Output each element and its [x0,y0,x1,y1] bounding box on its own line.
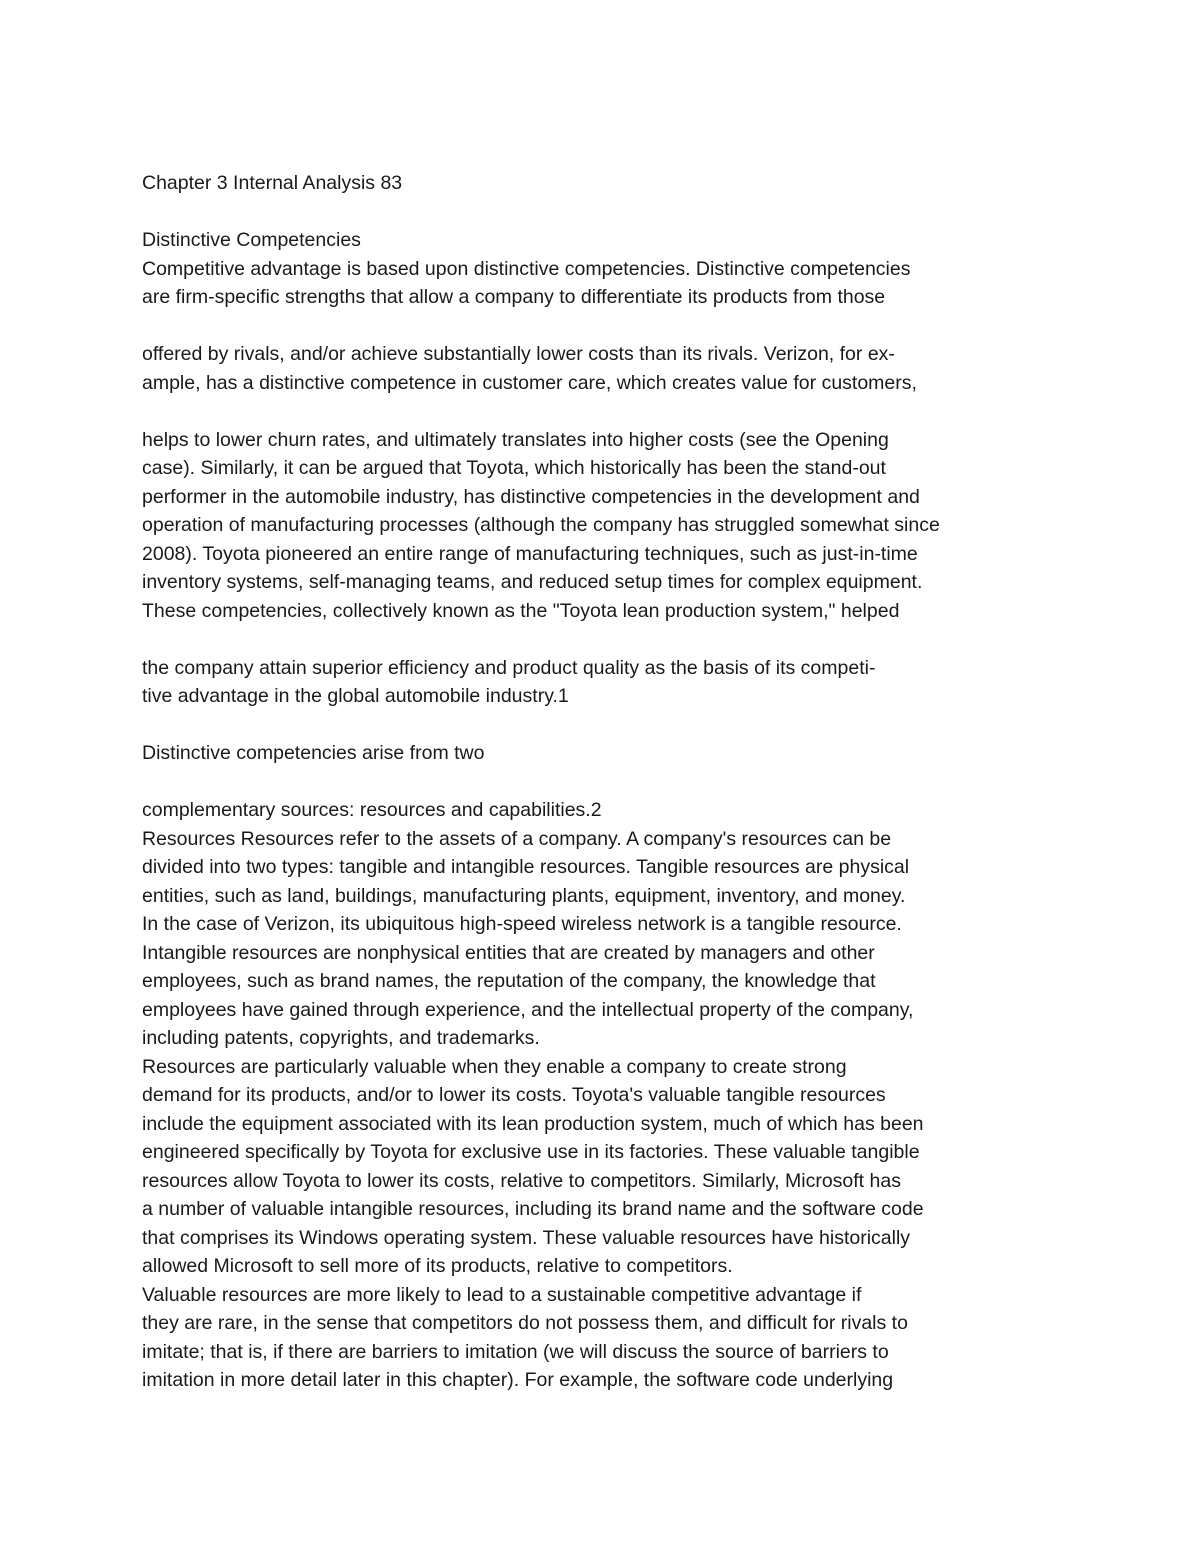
text-line: entities, such as land, buildings, manufacturing plants, equipment, inventory, and money. [142,884,906,907]
text-line: case). Similarly, it can be argued that Toyota, which historically has been the stand-out [142,457,886,479]
text-line: helps to lower churn rates, and ultimately translates into higher costs (see the Opening [142,428,889,451]
text-line: In the case of Verizon, its ubiquitous high-speed wireless network is a tangible resource. [142,913,902,935]
text-line: Intangible resources are nonphysical entities that are created by managers and other [142,941,875,964]
text-line: complementary sources: resources and capabilities.2 [142,799,602,821]
text-line: Distinctive competencies arise from two [142,742,485,764]
text-line: 2008). Toyota pioneered an entire range of manufacturing techniques, such as just-in-time [142,542,918,565]
text-line: that comprises its Windows operating system. These valuable resources have historically [142,1226,911,1249]
blank-line [142,625,1042,654]
blank-line [142,768,1042,797]
text-line: ample, has a distinctive competence in customer care, which creates value for customers, [142,371,917,394]
text-line: the company attain superior efficiency and product quality as the basis of its competi- [142,656,876,679]
chapter-header: Chapter 3 Internal Analysis 83 [142,172,403,194]
text-line: including patents, copyrights, and trademarks. [142,1027,540,1049]
text-line: resources allow Toyota to lower its costs, relative to competitors. Similarly, Microsoft has [142,1169,901,1192]
text-line: employees, such as brand names, the reputation of the company, the knowledge that [142,970,876,992]
text-line: employees have gained through experience, and the intellectual property of the company, [142,998,914,1021]
blank-line [142,198,1042,227]
blank-line [142,312,1042,341]
document-body [142,169,1042,1395]
text-line: demand for its products, and/or to lower its costs. Toyota's valuable tangible resources [142,1084,886,1106]
text-line: imitation in more detail later in this chapter). For example, the software code underlying [142,1369,894,1391]
blank-line [142,397,1042,426]
text-line: offered by rivals, and/or achieve substantially lower costs than its rivals. Verizon, for ex- [142,343,895,365]
text-line: tive advantage in the global automobile industry.1 [142,685,569,707]
text-line: engineered specifically by Toyota for exclusive use in its factories. These valuable tangible [142,1141,920,1163]
text-line: Resources are particularly valuable when they enable a company to create strong [142,1055,847,1078]
text-line: performer in the automobile industry, has distinctive competencies in the development and [142,485,920,508]
text-line: they are rare, in the sense that competitors do not possess them, and difficult for rivals to [142,1312,908,1334]
text-line: inventory systems, self-managing teams, and reduced setup times for complex equipment. [142,571,923,593]
text-line: These competencies, collectively known as the "Toyota lean production system," helped [142,599,900,622]
text-line: Resources Resources refer to the assets of a company. A company's resources can be [142,827,892,850]
text-line: operation of manufacturing processes (although the company has struggled somewhat since [142,514,940,536]
text-line: allowed Microsoft to sell more of its products, relative to competitors. [142,1255,733,1277]
section-heading: Distinctive Competencies [142,229,361,251]
text-line: a number of valuable intangible resources, including its brand name and the software code [142,1198,924,1220]
text-line: include the equipment associated with its lean production system, much of which has been [142,1112,924,1135]
text-line: are firm-specific strengths that allow a company to differentiate its products from those [142,286,886,308]
blank-line [142,711,1042,740]
text-line: Valuable resources are more likely to lead to a sustainable competitive advantage if [142,1283,862,1306]
text-line: divided into two types: tangible and intangible resources. Tangible resources are physical [142,856,910,878]
text-line: imitate; that is, if there are barriers to imitation (we will discuss the source of barriers to [142,1340,889,1363]
text-line: Competitive advantage is based upon distinctive competencies. Distinctive competencies [142,257,911,280]
